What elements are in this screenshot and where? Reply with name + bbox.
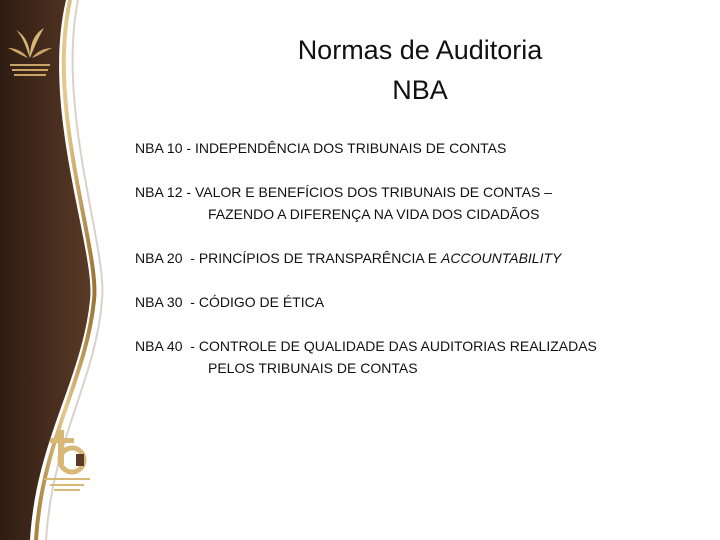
slide-title-line1: Normas de Auditoria xyxy=(297,35,543,65)
nba-item-12 xyxy=(135,181,705,225)
nba-separator: - xyxy=(182,184,195,200)
nba-code: NBA 40 xyxy=(135,338,183,354)
nba-text-continuation: FAZENDO A DIFERENÇA NA VIDA DOS CIDADÃOS xyxy=(208,206,540,222)
nba-code: NBA 20 xyxy=(135,250,183,266)
nba-item-10 xyxy=(135,137,705,159)
nba-separator: - xyxy=(182,250,199,266)
nba-text: CÓDIGO DE ÉTICA xyxy=(198,294,325,310)
nba-text: INDEPENDÊNCIA DOS TRIBUNAIS DE CONTAS xyxy=(194,140,507,156)
nba-code: NBA 12 xyxy=(135,184,183,200)
nba-text: VALOR E BENEFÍCIOS DOS TRIBUNAIS DE CONTAS – xyxy=(194,184,553,200)
nba-separator: - xyxy=(182,338,199,354)
nba-code: NBA 10 xyxy=(135,140,183,156)
slide-title xyxy=(200,30,640,110)
nba-text: CONTROLE DE QUALIDADE DAS AUDITORIAS REALIZADAS xyxy=(198,338,597,354)
nba-item-30 xyxy=(135,291,705,313)
nba-separator: - xyxy=(182,294,199,310)
slide-title-line2: NBA xyxy=(392,75,448,105)
nba-text-continuation: PELOS TRIBUNAIS DE CONTAS xyxy=(208,360,418,376)
tce-logo-icon xyxy=(40,428,94,494)
nba-text: PRINCÍPIOS DE TRANSPARÊNCIA E xyxy=(198,250,442,266)
nba-code: NBA 30 xyxy=(135,294,183,310)
nba-item-20 xyxy=(135,247,705,269)
nba-list xyxy=(135,137,705,401)
tribunal-logo-icon xyxy=(6,24,54,78)
nba-separator: - xyxy=(182,140,195,156)
nba-text-emphasis: ACCOUNTABILITY xyxy=(441,250,562,266)
nba-item-40 xyxy=(135,335,705,379)
